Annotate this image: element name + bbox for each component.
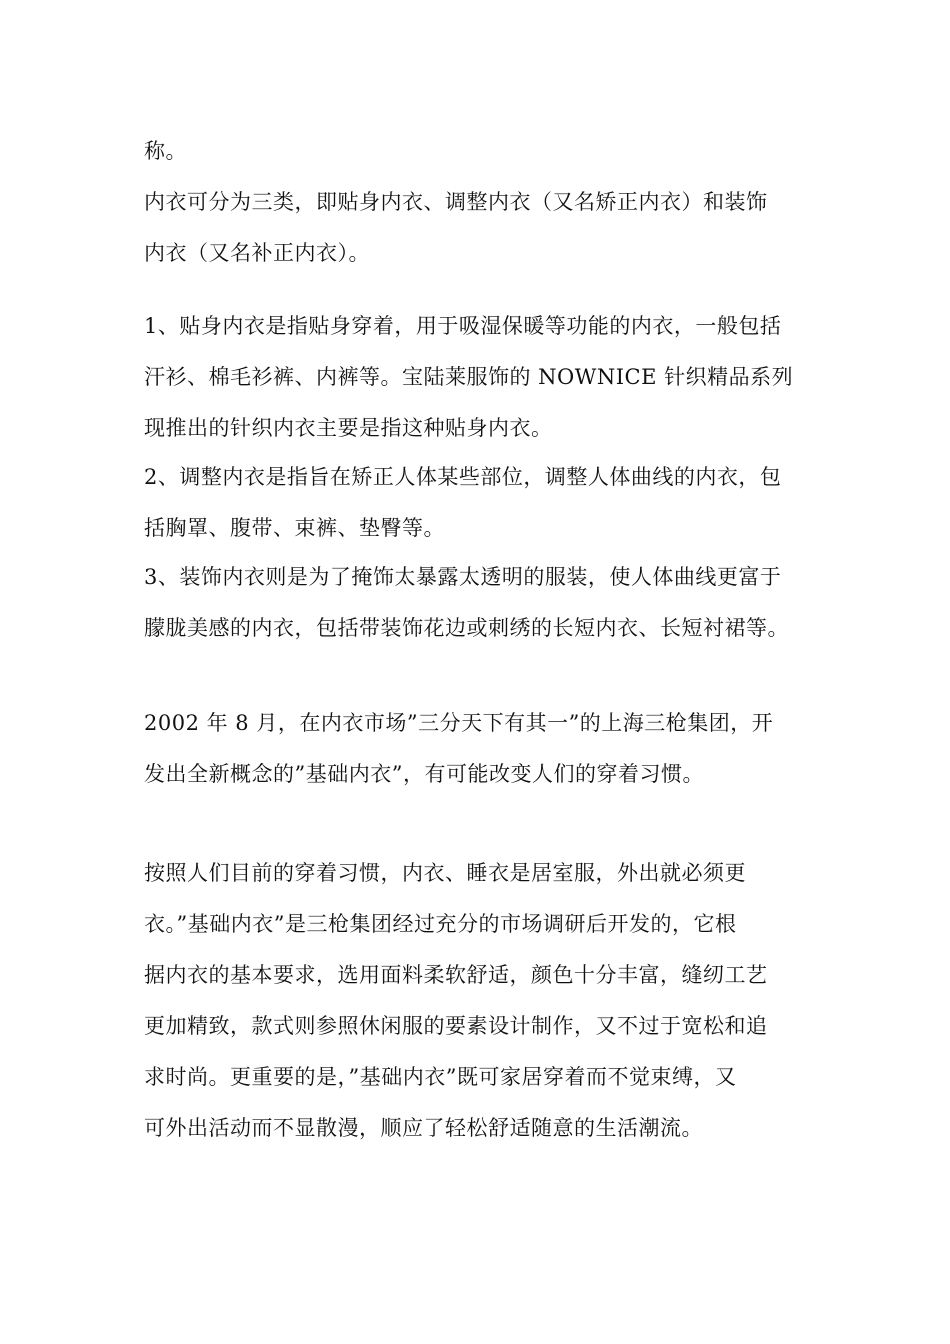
text-line: 按照人们目前的穿着习惯，内衣、睡衣是居室服，外出就必须更 [144,861,746,885]
paragraph-sanqiang-2002 [144,698,809,800]
paragraph-basic-underwear [144,848,809,1154]
text-line: 现推出的针织内衣主要是指这种贴身内衣。 [144,416,553,440]
text-line: 据内衣的基本要求，选用面料柔软舒适，颜色十分丰富，缝纫工艺 [144,963,768,987]
text-line: 可外出活动而不显散漫，顺应了轻松舒适随意的生活潮流。 [144,1116,703,1140]
text-line: 2、调整内衣是指旨在矫正人体某些部位，调整人体曲线的内衣，包 [144,465,782,489]
paragraph-shaping-underwear [144,452,809,554]
text-line: 内衣（又名补正内衣）。 [144,241,370,265]
text-line: 3、装饰内衣则是为了掩饰太暴露太透明的服装，使人体曲线更富于 [144,565,782,589]
text-line: 衣。”基础内衣”是三枪集团经过充分的市场调研后开发的，它根 [144,912,737,936]
text-line: 2002 年 8 月，在内衣市场”三分天下有其一”的上海三枪集团，开 [144,711,774,735]
text-line: 更加精致，款式则参照休闲服的要素设计制作，又不过于宽松和追 [144,1014,768,1038]
paragraph-intimate-underwear [144,301,809,454]
text-line: 内衣可分为三类，即贴身内衣、调整内衣（又名矫正内衣）和装饰 [144,190,768,214]
text-line: 汗衫、棉毛衫裤、内裤等。宝陆莱服饰的 NOWNICE 针织精品系列 [144,365,794,389]
paragraph-underwear-categories [144,177,809,279]
text-line: 1、贴身内衣是指贴身穿着，用于吸湿保暖等功能的内衣，一般包括 [144,314,782,338]
text-line: 求时尚。更重要的是，”基础内衣”既可家居穿着而不觉束缚，又 [144,1065,737,1089]
text-line: 朦胧美感的内衣，包括带装饰花边或刺绣的长短内衣、长短衬裙等。 [144,616,789,640]
paragraph-fragment [144,126,809,177]
paragraph-decorative-underwear [144,552,809,654]
text-line: 发出全新概念的”基础内衣”，有可能改变人们的穿着习惯。 [144,762,704,786]
text-line: 称。 [144,139,187,163]
text-line: 括胸罩、腹带、束裤、垫臀等。 [144,516,445,540]
